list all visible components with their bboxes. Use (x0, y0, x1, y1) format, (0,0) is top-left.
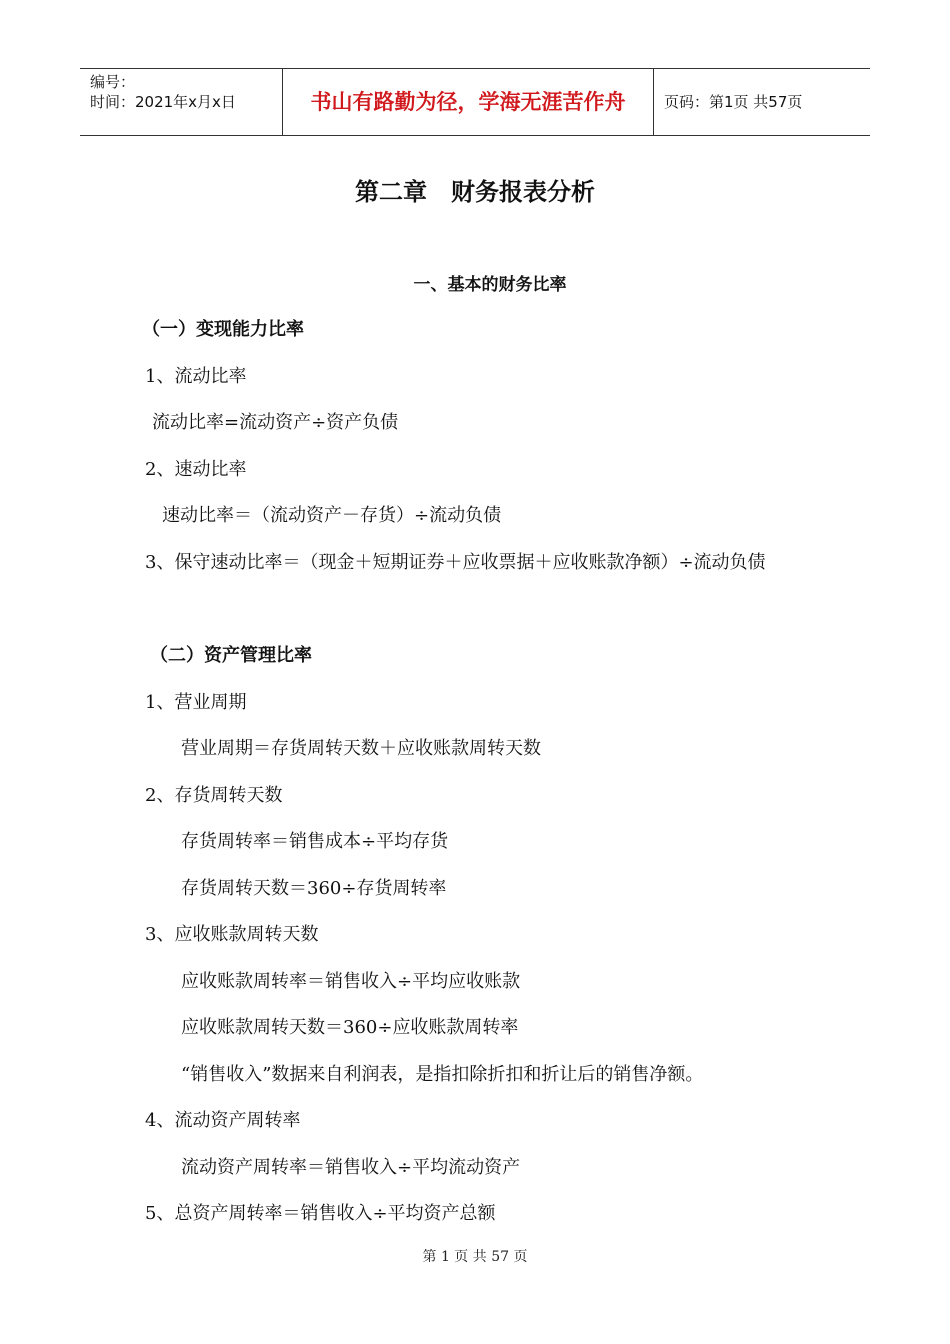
item-inventory-days: 2、存货周转天数 (145, 785, 283, 806)
formula-inventory-days: 存货周转天数＝360÷存货周转率 (181, 878, 447, 899)
header-page-info: 页码：第1页 共57页 (664, 93, 803, 111)
time-label: 时间：2021年x月x日 (90, 93, 236, 111)
note-sales-revenue: “销售收入”数据来自利润表，是指扣除折扣和折让后的销售净额。 (181, 1064, 704, 1085)
formula-receivable-turnover: 应收账款周转率＝销售收入÷平均应收账款 (181, 971, 521, 992)
item-quick-ratio: 2、速动比率 (145, 459, 247, 480)
page-footer: 第 1 页 共 57 页 (422, 1249, 528, 1265)
formula-receivable-days: 应收账款周转天数＝360÷应收账款周转率 (181, 1017, 519, 1038)
formula-quick-ratio: 速动比率＝（流动资产－存货）÷流动负债 (162, 505, 502, 526)
section-title: 一、基本的财务比率 (413, 275, 567, 295)
item-current-asset-turnover: 4、流动资产周转率 (145, 1110, 301, 1131)
header-meta (80, 69, 282, 135)
header-motto: 书山有路勤为径，学海无涯苦作舟 (282, 69, 654, 135)
formula-operating-cycle: 营业周期＝存货周转天数＋应收账款周转天数 (181, 738, 541, 759)
subsection-heading-asset-management: （二）资产管理比率 (150, 645, 312, 666)
item-total-asset-turnover: 5、总资产周转率＝销售收入÷平均资产总额 (145, 1203, 496, 1224)
chapter-title: 第二章 财务报表分析 (355, 178, 595, 206)
subsection-heading-liquidity: （一）变现能力比率 (142, 319, 304, 340)
page-header (80, 68, 870, 136)
formula-current-ratio: 流动比率=流动资产÷资产负债 (152, 412, 399, 433)
item-operating-cycle: 1、营业周期 (145, 692, 247, 713)
formula-inventory-turnover: 存货周转率＝销售成本÷平均存货 (181, 831, 449, 852)
item-receivable-days: 3、应收账款周转天数 (145, 924, 319, 945)
formula-current-asset-turnover: 流动资产周转率＝销售收入÷平均流动资产 (181, 1157, 521, 1178)
item-conservative-quick-ratio: 3、保守速动比率＝（现金＋短期证券＋应收票据＋应收账款净额）÷流动负债 (145, 552, 766, 573)
item-current-ratio: 1、流动比率 (145, 366, 247, 387)
serial-label: 编号： (90, 73, 136, 91)
